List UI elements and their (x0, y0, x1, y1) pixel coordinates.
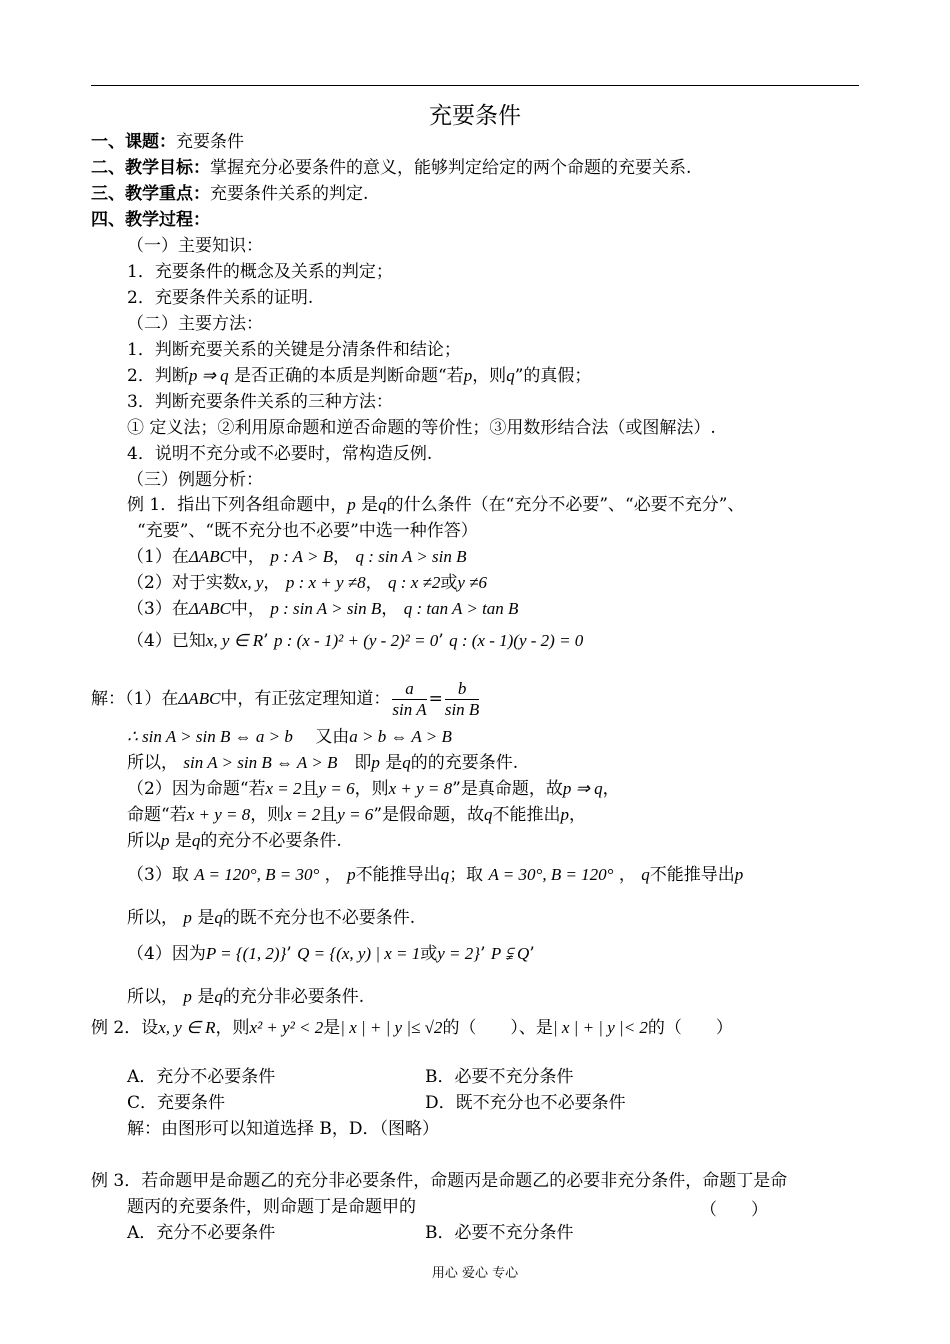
solution4-line1: （4）因为P = {(1, 2)}’ Q = {(x, y) | x = 1或y = 2}’ P ⫋ Q’ (127, 944, 535, 964)
example3-option-a: A．充分不必要条件 (127, 1223, 276, 1243)
method-item: 2．判断p ⇒ q 是否正确的本质是判断命题“若p，则q”的真假； (127, 366, 592, 386)
page-footer: 用心 爱心 专心 (431, 1266, 519, 1281)
example2-option-c: C．充要条件 (127, 1093, 226, 1113)
knowledge-item: 2．充要条件关系的证明. (127, 288, 314, 308)
method-item: 3．判断充要条件关系的三种方法： (127, 392, 393, 412)
section-goal: 二、教学目标：掌握充分必要条件的意义，能够判定给定的两个命题的充要关系. (91, 158, 692, 178)
example1-item2: （2）对于实数x, y， p : x + y ≠8， q : x ≠2或y ≠6 (127, 573, 487, 593)
example1-item4: （4）已知x, y ∈ R’ p : (x - 1)² + (y - 2)² = 0’ q : (x - 1)(y - 2) = 0 (127, 631, 584, 651)
fraction: $\frac{a}{\text{sin A}}$ (392, 679, 427, 719)
examples-heading: （三）例题分析： (127, 470, 263, 490)
example1-line2: “充要”、“既不充分也不必要”中选一种作答） (137, 521, 478, 541)
example3-line1: 例 3．若命题甲是命题乙的充分非必要条件，命题丙是命题乙的必要非充分条件，命题丁是命 (91, 1171, 788, 1191)
example1-item3: （3）在ΔABC中， p : sin A > sin B， q : tan A > tan B (127, 599, 519, 619)
method-item: ① 定义法；②利用原命题和逆否命题的等价性；③用数形结合法（或图解法）. (127, 418, 716, 438)
knowledge-item: 1．充要条件的概念及关系的判定； (127, 262, 393, 282)
method-item: 4．说明不充分或不必要时，常构造反例. (127, 444, 433, 464)
example2-solution: 解：由图形可以知道选择 B，D．（图略） (127, 1119, 440, 1139)
solution3-line2: 所以， p 是q的既不充分也不必要条件. (127, 908, 416, 928)
knowledge-heading: （一）主要知识： (127, 236, 263, 256)
solution2-line2: 命题“若x + y = 8，则x = 2且y = 6”是假命题，故q不能推出p， (127, 805, 587, 825)
page-title: 充要条件 (429, 103, 521, 129)
example2-option-a: A．充分不必要条件 (127, 1067, 276, 1087)
solution1-line1: 解：（1）在ΔABC中，有正弦定理知道： $\frac{a}{\text{sin A}}$ = $\frac{b}{\text{sin B}}$ (91, 679, 480, 719)
header-rule (91, 85, 859, 86)
example1-item1: （1）在ΔABC中， p : A > B， q : sin A > sin B (127, 547, 467, 567)
section-topic: 一、课题：充要条件 (91, 132, 244, 152)
example1-line1: 例 1．指出下列各组命题中，p 是q的什么条件（在“充分不必要”、“必要不充分”、 (127, 495, 745, 515)
answer-bracket: （ ） (700, 1200, 768, 1220)
example3-option-b: B．必要不充分条件 (425, 1223, 574, 1243)
method-item: 1．判断充要关系的关键是分清条件和结论； (127, 340, 461, 360)
section-focus: 三、教学重点：充要条件关系的判定. (91, 184, 369, 204)
example2-option-b: B．必要不充分条件 (425, 1067, 574, 1087)
solution1-line2: ∴ sin A > sin B ⇔ a > b 又由a > b ⇔ A > B (127, 727, 452, 747)
solution3-line1: （3）取 A = 120°, B = 30° ， p不能推导出q；取 A = 30°, B = 120° ， q不能推导出p (127, 865, 744, 885)
solution2-line1: （2）因为命题“若x = 2且y = 6，则x + y = 8”是真命题，故p ⇒ q， (127, 779, 620, 799)
solution4-line2: 所以， p 是q的充分非必要条件. (127, 987, 365, 1007)
example2-option-d: D．既不充分也不必要条件 (425, 1093, 626, 1113)
example3-line2: 题丙的充要条件，则命题丁是命题甲的 (127, 1197, 416, 1217)
example2-question: 例 2．设x, y ∈ R，则x² + y² < 2是| x | + | y |≤ √2的（ ）、是| x | + | y |< 2的（ ） (91, 1018, 733, 1038)
solution1-line3: 所以， sin A > sin B ⇔ A > B 即p 是q的的充要条件. (127, 753, 519, 773)
methods-heading: （二）主要方法： (127, 314, 263, 334)
section-process: 四、教学过程： (91, 210, 210, 230)
fraction: $\frac{b}{\text{sin B}}$ (444, 679, 480, 719)
solution2-line3: 所以p 是q的充分不必要条件. (127, 831, 342, 851)
